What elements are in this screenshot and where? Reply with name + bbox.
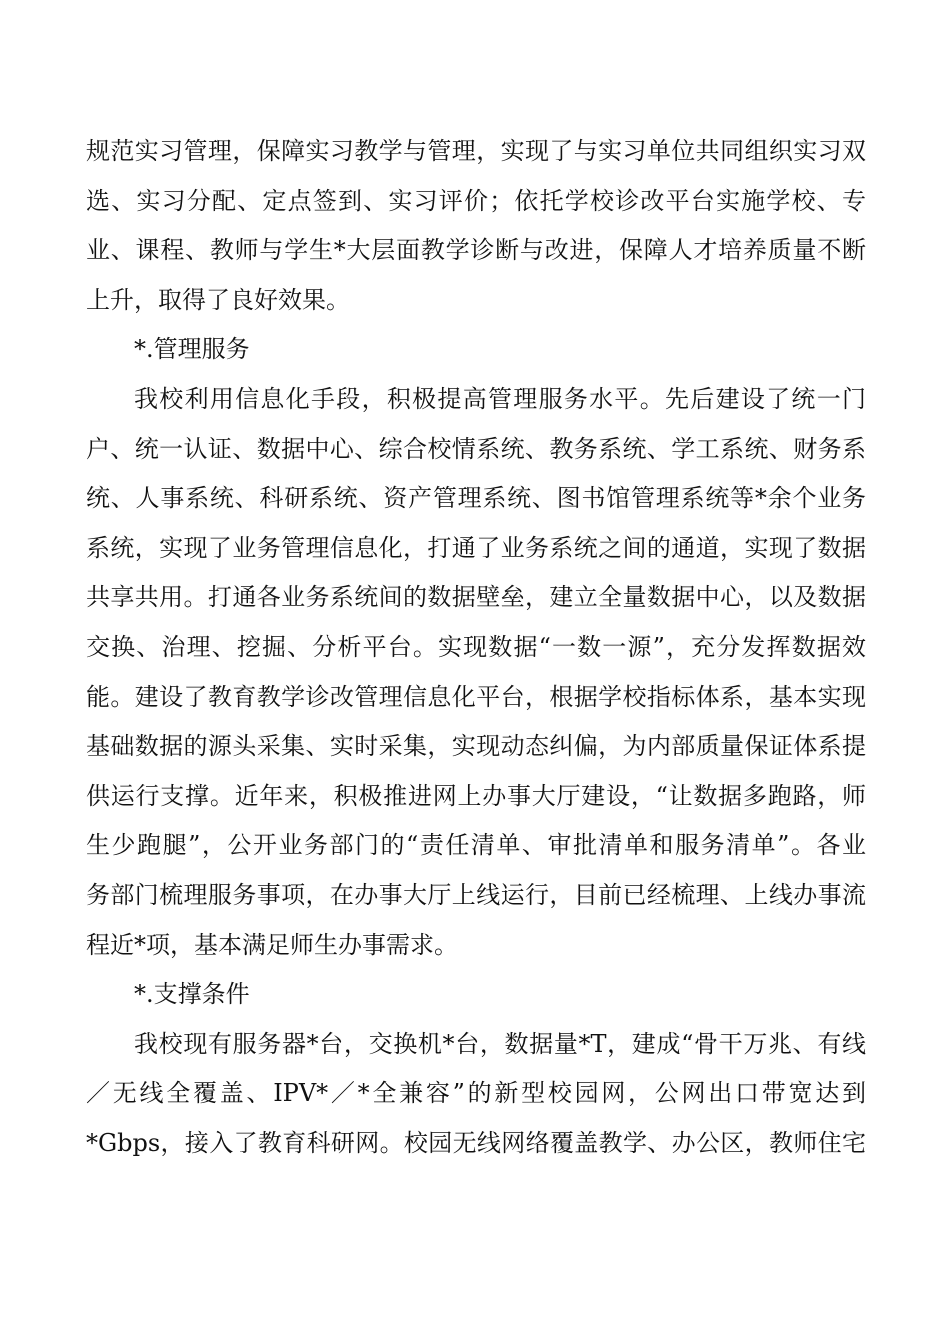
text-line: 交换、治理、挖掘、分析平台。实现数据“一数一源”，充分发挥数据效: [86, 632, 866, 661]
text-line: *Gbps，接入了教育科研网。校园无线网络覆盖教学、办公区，教师住宅: [86, 1128, 866, 1157]
text-line: 程近*项，基本满足师生办事需求。: [86, 930, 458, 959]
text-line: 生少跑腿”，公开业务部门的“责任清单、审批清单和服务清单”。各业: [86, 831, 866, 860]
text-line: 业、课程、教师与学生*大层面教学诊断与改进，保障人才培养质量不断: [86, 236, 866, 265]
heading-text: *.支撑条件: [134, 980, 250, 1009]
text-line: 上升，取得了良好效果。: [86, 285, 350, 314]
text-line: 务部门梳理服务事项，在办事大厅上线运行，目前已经梳理、上线办事流: [86, 880, 866, 909]
text-line: 系统，实现了业务管理信息化，打通了业务系统之间的通道，实现了数据: [86, 533, 866, 562]
text-line: 规范实习管理，保障实习教学与管理，实现了与实习单位共同组织实习双: [86, 137, 866, 165]
paragraph-management-service: [86, 375, 866, 970]
text-line: 统、人事系统、科研系统、资产管理系统、图书馆管理系统等*余个业务: [86, 484, 866, 513]
text-line: 选、实习分配、定点签到、实习评价；依托学校诊改平台实施学校、专: [86, 186, 866, 215]
paragraph-internship: [86, 127, 866, 325]
text-line: 能。建设了教育教学诊改管理信息化平台，根据学校指标体系，基本实现: [86, 682, 866, 711]
text-line: 我校现有服务器*台，交换机*台，数据量*T，建成“骨干万兆、有线: [134, 1029, 866, 1058]
section-heading-management-service: [86, 325, 866, 375]
text-line: 共享共用。打通各业务系统间的数据壁垒，建立全量数据中心，以及数据: [86, 583, 866, 612]
section-heading-support-conditions: [86, 970, 866, 1020]
text-line: 基础数据的源头采集、实时采集，实现动态纠偏，为内部质量保证体系提: [86, 732, 866, 761]
paragraph-support-conditions: [86, 1020, 866, 1169]
text-line: 户、统一认证、数据中心、综合校情系统、教务系统、学工系统、财务系: [86, 434, 866, 463]
text-line: ／无线全覆盖、IPV*／*全兼容”的新型校园网，公网出口带宽达到: [86, 1079, 866, 1108]
document-page: [86, 127, 866, 1168]
text-line: 供运行支撑。近年来，积极推进网上办事大厅建设，“让数据多跑路，师: [86, 781, 866, 810]
text-line: 我校利用信息化手段，积极提高管理服务水平。先后建设了统一门: [134, 384, 866, 413]
heading-text: *.管理服务: [134, 335, 250, 364]
